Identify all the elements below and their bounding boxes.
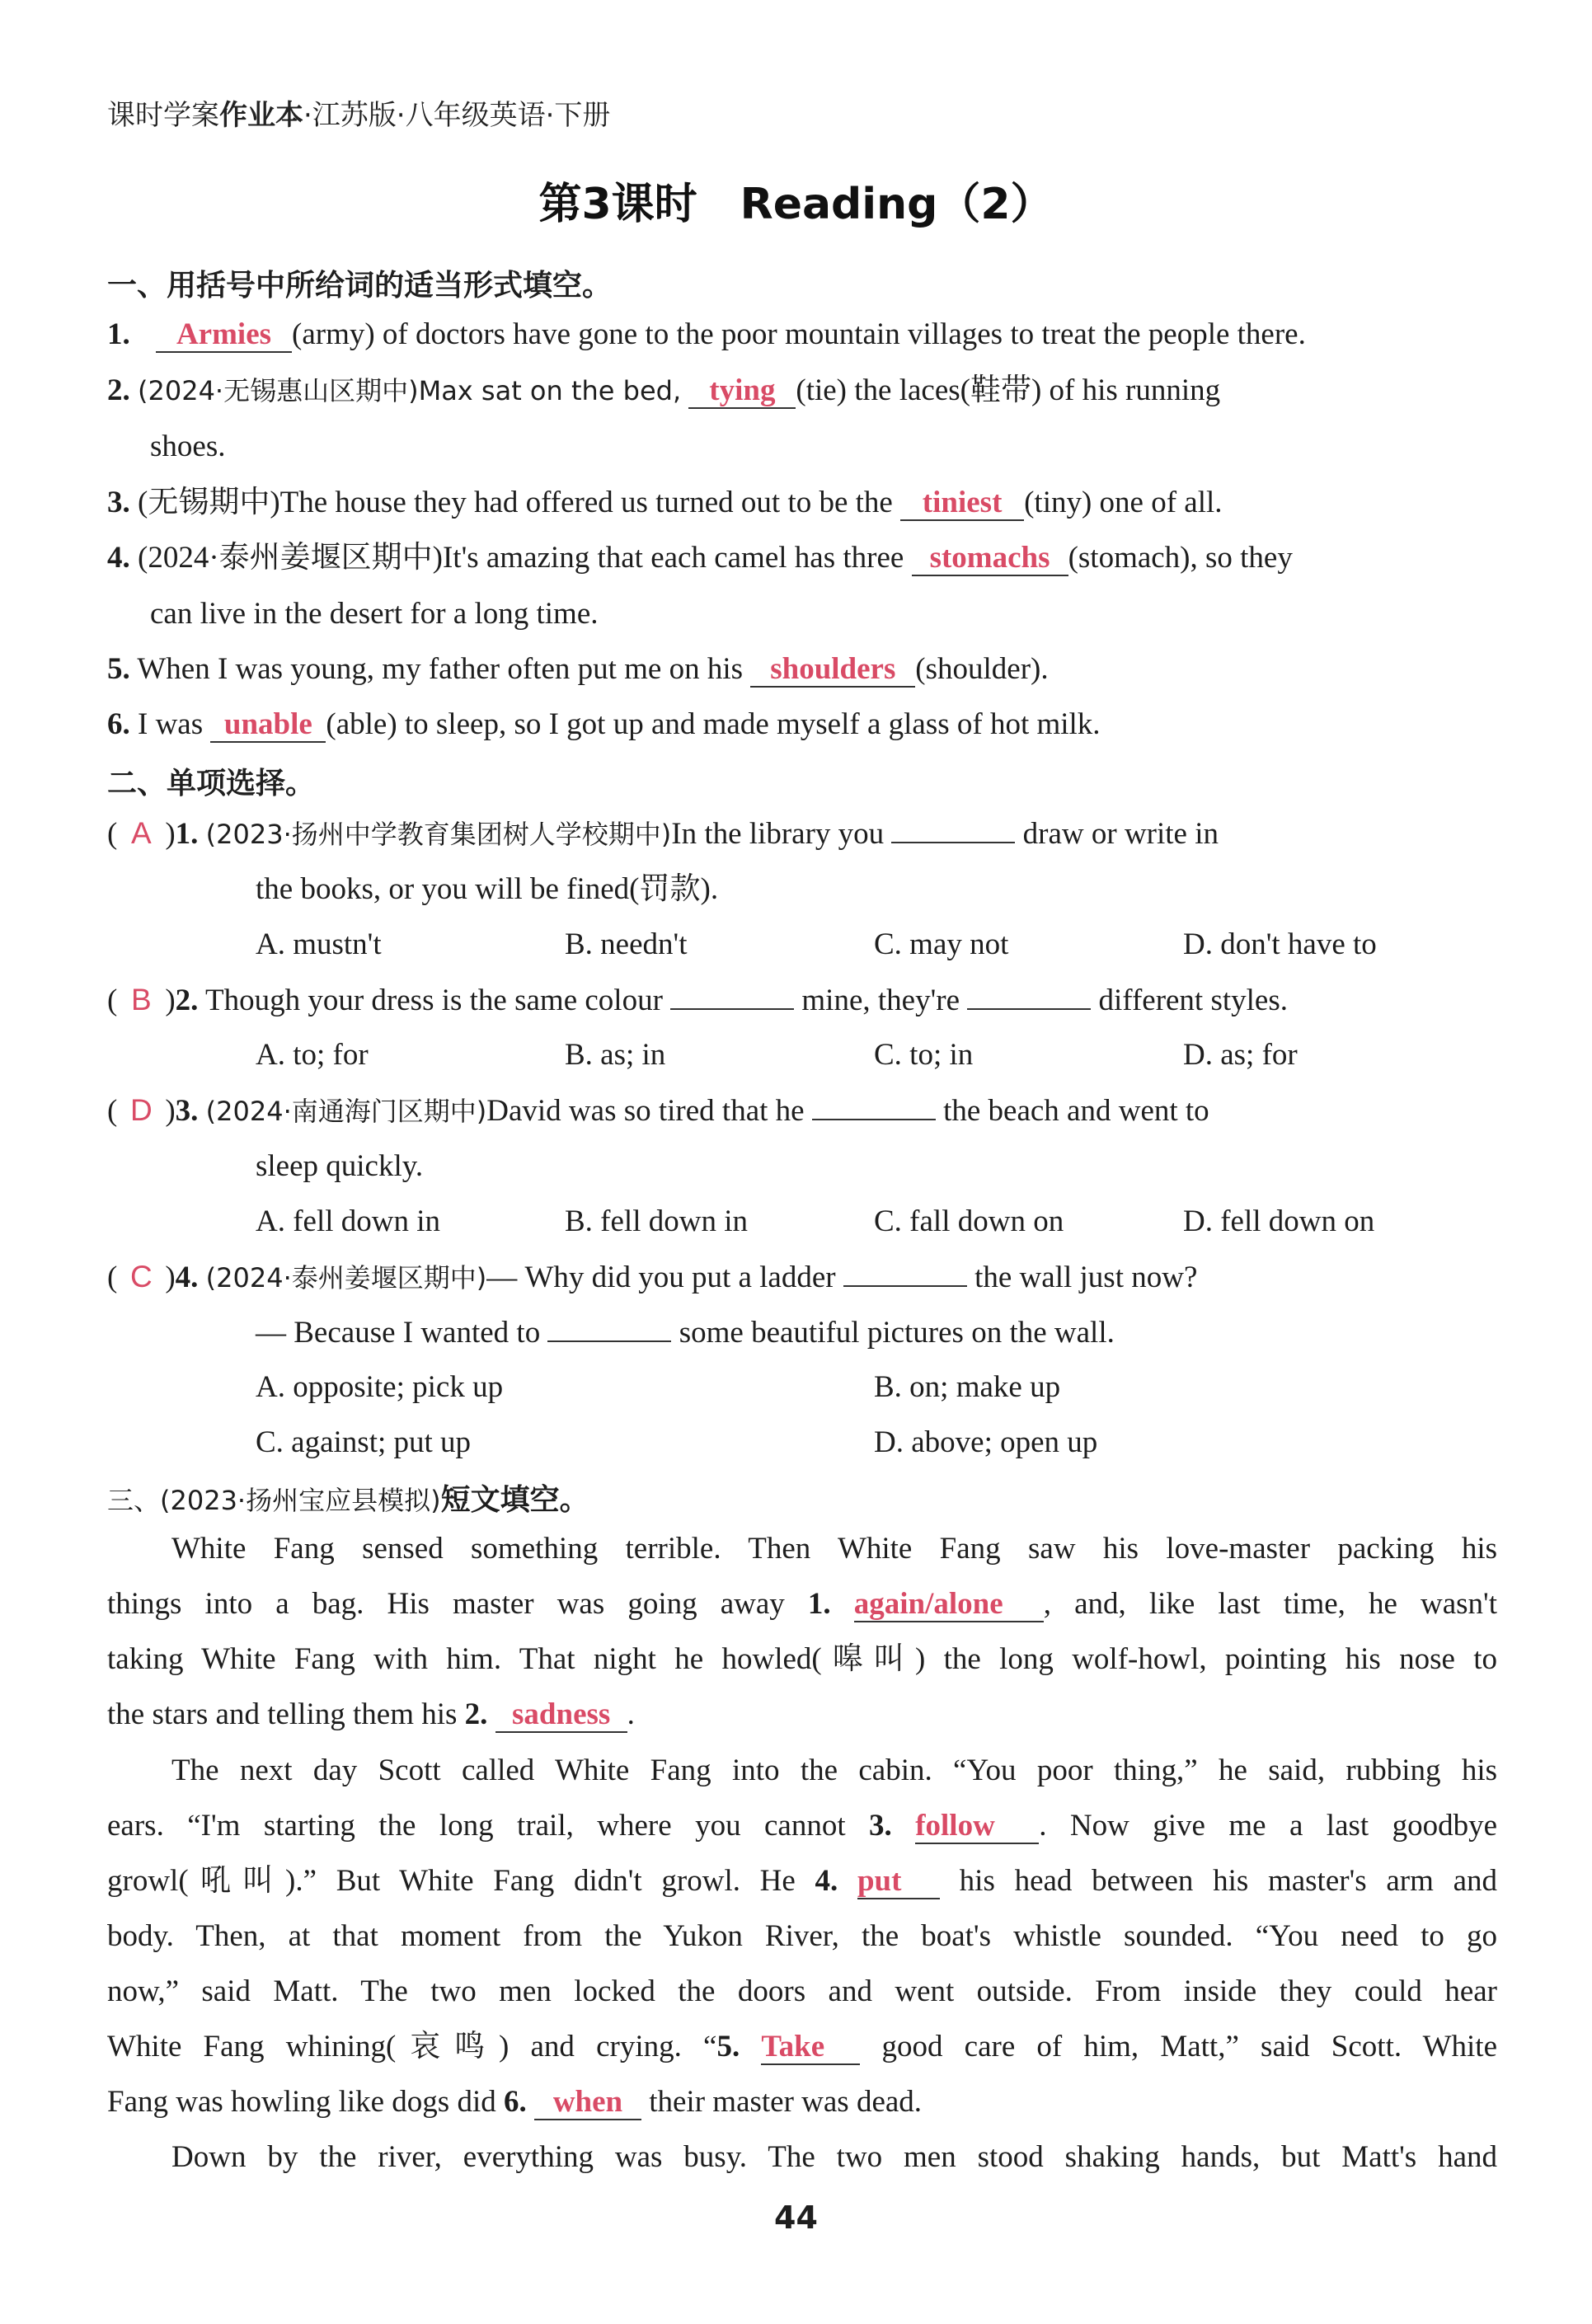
- s1-answer: stomachs: [912, 542, 1068, 576]
- q1-answer: A: [130, 816, 152, 850]
- q2-blank-2: [967, 980, 1091, 1010]
- passage-line-5: The next day Scott called White Fang into the cabin. “You poor thing,” he said, rubbing his: [171, 1754, 1497, 1787]
- passage-text: good care of him, Matt,” said Scott. White: [860, 2030, 1497, 2063]
- passage-answer-1: again/alone: [854, 1588, 1044, 1622]
- s1-answer: Armies: [156, 318, 292, 353]
- section3-heading: [107, 1477, 589, 1519]
- section2-heading: 二、单项选择。: [107, 767, 316, 800]
- q2-text-b: mine, they're: [801, 984, 960, 1017]
- s1-num: 4.: [107, 541, 130, 575]
- passage-line-4: [107, 1695, 635, 1735]
- q1-num: 1.: [175, 817, 199, 851]
- passage-line-1: White Fang sensed something terrible. Then White Fang saw his love-master packing his: [171, 1532, 1497, 1566]
- blank-number-4: 4.: [815, 1864, 838, 1898]
- s1-pre: (2024·无锡惠山区期中)Max sat on the bed,: [138, 375, 682, 406]
- s1-cont-2: shoes.: [150, 430, 226, 463]
- passage-answer-2: sadness: [495, 1698, 627, 1733]
- s1-num: 2.: [107, 373, 130, 407]
- page-title: 第3课时 Reading（2）: [538, 180, 1054, 229]
- section3-heading-title: 短文填空。: [440, 1483, 589, 1517]
- s1-pre: (2024·泰州姜堰区期中)It's amazing that each camel has three: [138, 541, 904, 575]
- passage-text: White Fang whining(哀鸣) and crying. “: [107, 2030, 717, 2063]
- s1-num: 5.: [107, 652, 130, 686]
- q1-option-b: B. needn't: [565, 927, 688, 961]
- q1-option-d: D. don't have to: [1183, 927, 1377, 961]
- passage-line-8: body. Then, at that moment from the Yukon River, the boat's whistle sounded. “You need to go: [107, 1919, 1497, 1953]
- q4-option-a: A. opposite; pick up: [256, 1370, 504, 1404]
- s1-num: 1.: [107, 317, 130, 351]
- q2-answer: B: [130, 983, 152, 1016]
- q2-text-c: different styles.: [1098, 984, 1288, 1017]
- s1-item-5: [107, 650, 1049, 689]
- passage-line-6: [107, 1806, 1497, 1846]
- passage-text: , and, like last time, he wasn't: [1043, 1587, 1497, 1621]
- q2-option-b: B. as; in: [565, 1038, 666, 1072]
- s1-pre: (无锡期中)The house they had offered us turned out to be the: [138, 486, 893, 519]
- passage-line-2: [107, 1585, 1497, 1624]
- q4-blank-1: [843, 1257, 967, 1287]
- passage-text: their master was dead.: [641, 2085, 923, 2119]
- s1-post: (army) of doctors have gone to the poor mountain villages to treat the people there.: [292, 317, 1306, 351]
- s1-answer: tying: [688, 374, 796, 409]
- q4-option-b: B. on; make up: [874, 1370, 1061, 1404]
- question-3: ( D )3. (2024·南通海门区期中)David was so tired that he the beach and went to: [107, 1091, 1209, 1131]
- passage-answer-4: put: [857, 1865, 940, 1899]
- header-prefix: 课时学案: [107, 99, 219, 132]
- q1-option-c: C. may not: [874, 927, 1009, 961]
- q1-blank: [891, 814, 1015, 843]
- q3-source: (2024·南通海门区期中): [205, 1096, 487, 1127]
- section3-heading-source: 三、(2023·扬州宝应县模拟): [107, 1485, 441, 1516]
- q4-source: (2024·泰州姜堰区期中): [205, 1262, 487, 1293]
- s1-item-3: [107, 483, 1223, 523]
- question-2: ( B )2. Though your dress is the same colour mine, they're different styles.: [107, 980, 1288, 1021]
- passage-line-7: [107, 1862, 1497, 1901]
- blank-number-2: 2.: [464, 1697, 488, 1731]
- q1-text-a: In the library you: [671, 817, 885, 851]
- q3-num: 3.: [175, 1094, 199, 1128]
- passage-text: ears. “I'm starting the long trail, where you cannot: [107, 1809, 870, 1843]
- header: [107, 92, 610, 133]
- passage-text: Fang was howling like dogs did: [107, 2085, 504, 2119]
- s1-item-4: [107, 538, 1293, 578]
- s1-item-1: [107, 315, 1306, 354]
- blank-number-5: 5.: [716, 2030, 740, 2063]
- s1-num: 3.: [107, 486, 130, 519]
- passage-line-10: [107, 2027, 1497, 2067]
- s1-pre: I was: [138, 707, 204, 741]
- q3-blank: [812, 1091, 936, 1120]
- blank-number-3: 3.: [869, 1809, 892, 1843]
- s1-answer: shoulders: [750, 653, 915, 688]
- s1-item-2: [107, 371, 1220, 411]
- passage-line-12: Down by the river, everything was busy. The two men stood shaking hands, but Matt's hand: [171, 2140, 1497, 2174]
- q1-cont: the books, or you will be fined(罚款).: [256, 872, 719, 906]
- passage-answer-3: follow: [915, 1810, 1039, 1844]
- passage-text: things into a bag. His master was going away: [107, 1587, 808, 1621]
- passage-answer-5: Take: [761, 2031, 860, 2065]
- q3-option-d: D. fell down on: [1183, 1204, 1375, 1238]
- passage-line-3: taking White Fang with him. That night he howled(嗥叫) the long wolf-howl, pointing his nose to: [107, 1642, 1497, 1676]
- q3-option-c: C. fall down on: [874, 1204, 1064, 1238]
- q4-blank-2: [547, 1312, 671, 1342]
- s1-answer: unable: [210, 708, 326, 743]
- s1-item-6: [107, 705, 1101, 744]
- q1-source: (2023·扬州中学教育集团树人学校期中): [205, 819, 672, 850]
- q2-option-d: D. as; for: [1183, 1038, 1298, 1072]
- passage-line-9: now,” said Matt. The two men locked the doors and went outside. From inside they could hear: [107, 1974, 1497, 2008]
- q3-text-a: David was so tired that he: [486, 1094, 805, 1128]
- q4-text-b: the wall just now?: [974, 1261, 1198, 1294]
- q4-text-a: — Why did you put a ladder: [486, 1261, 836, 1294]
- blank-number-1: 1.: [807, 1587, 831, 1621]
- q4-line2: [256, 1312, 1115, 1353]
- header-bold: 作业本: [219, 99, 303, 132]
- header-rest: ·江苏版·八年级英语·下册: [303, 99, 611, 132]
- q3-text-b: the beach and went to: [943, 1094, 1209, 1128]
- q2-blank-1: [670, 980, 794, 1010]
- s1-post: (shoulder).: [915, 652, 1049, 686]
- q3-cont: sleep quickly.: [256, 1149, 424, 1183]
- q1-option-a: A. mustn't: [256, 927, 382, 961]
- s1-post: (tiny) one of all.: [1024, 486, 1223, 519]
- s1-post: (tie) the laces(鞋带) of his running: [796, 373, 1221, 407]
- q4-num: 4.: [175, 1261, 199, 1294]
- q4-option-c: C. against; put up: [256, 1425, 472, 1459]
- s1-cont-4: can live in the desert for a long time.: [150, 597, 599, 631]
- q3-option-a: A. fell down in: [256, 1204, 441, 1238]
- q4-answer: C: [129, 1260, 153, 1293]
- passage-answer-6: when: [534, 2086, 641, 2120]
- q3-option-b: B. fell down in: [565, 1204, 748, 1238]
- s1-post: (able) to sleep, so I got up and made myself a glass of hot milk.: [326, 707, 1101, 741]
- q2-text-a: Though your dress is the same colour: [205, 984, 663, 1017]
- section1-heading: 一、用括号中所给词的适当形式填空。: [107, 269, 613, 303]
- q2-option-a: A. to; for: [256, 1038, 369, 1072]
- blank-number-6: 6.: [503, 2085, 527, 2119]
- passage-text: his head between his master's arm and: [939, 1864, 1497, 1898]
- passage-line-11: [107, 2082, 922, 2122]
- q4-option-d: D. above; open up: [874, 1425, 1098, 1459]
- page-number: 44: [774, 2200, 818, 2236]
- question-4: ( C )4. (2024·泰州姜堰区期中)— Why did you put a ladder the wall just now?: [107, 1257, 1197, 1298]
- passage-text: .: [627, 1697, 635, 1731]
- passage-text: the stars and telling them his: [107, 1697, 465, 1731]
- passage-text: growl(吼叫).” But White Fang didn't growl. He: [107, 1864, 815, 1898]
- q2-num: 2.: [175, 984, 199, 1017]
- question-1: ( A )1. (2023·扬州中学教育集团树人学校期中)In the library you draw or write in: [107, 814, 1219, 854]
- q2-option-c: C. to; in: [874, 1038, 974, 1072]
- q1-text-b: draw or write in: [1022, 817, 1219, 851]
- s1-pre: When I was young, my father often put me on his: [137, 652, 744, 686]
- s1-post: (stomach), so they: [1068, 541, 1293, 575]
- passage-text: . Now give me a last goodbye: [1039, 1809, 1498, 1843]
- s1-answer: tiniest: [900, 486, 1024, 521]
- s1-num: 6.: [107, 707, 130, 741]
- q4-text-l2b: some beautiful pictures on the wall.: [679, 1316, 1115, 1350]
- q4-text-l2a: — Because I wanted to: [256, 1316, 541, 1350]
- q3-answer: D: [129, 1093, 153, 1127]
